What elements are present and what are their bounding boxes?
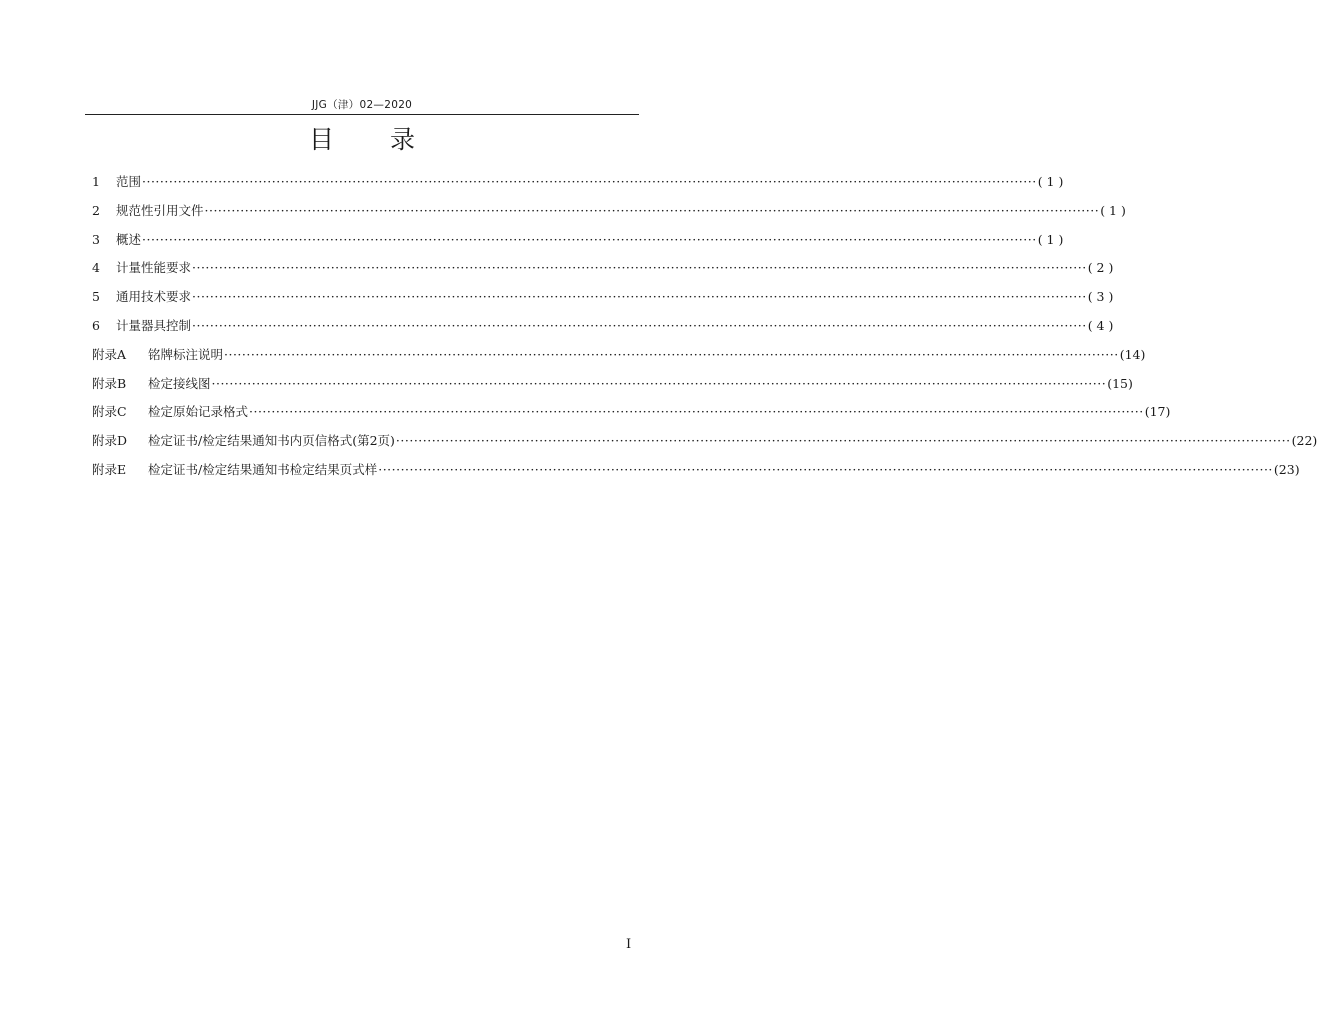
dot-leader: ········································································································································································································ [192, 260, 1087, 276]
toc-entry-title: 通用技术要求 [116, 289, 192, 305]
toc-entry-number: 4 [92, 260, 100, 276]
toc-entry-page: ( 1 ) [1100, 202, 1126, 218]
dot-leader: ········································································································································································································ [224, 346, 1119, 362]
toc-entry[interactable] [92, 197, 1126, 226]
toc-entry[interactable] [92, 456, 1300, 485]
dot-leader: ········································································································································································································ [395, 433, 1291, 449]
toc-entry-number: 附录E [92, 461, 127, 477]
toc-entry[interactable] [92, 370, 1133, 399]
toc-entry[interactable] [92, 226, 1064, 255]
toc-entry-number: 5 [92, 289, 100, 305]
toc-entry-page: (22) [1291, 433, 1317, 449]
toc-entry-number: 3 [92, 231, 100, 247]
toc-entry[interactable] [92, 283, 1114, 312]
running-header: JJG（津）02—2020 [311, 99, 413, 111]
dot-leader: ········································································································································································································ [192, 289, 1087, 305]
toc-entry-title: 检定证书/检定结果通知书内页信格式(第2页) [148, 433, 395, 449]
toc-entry-page: (23) [1273, 461, 1300, 477]
toc-entry-title: 范围 [116, 174, 142, 189]
toc-entry[interactable] [92, 341, 1146, 370]
toc-entry-title: 规范性引用文件 [116, 202, 204, 218]
toc-entry-title: 计量器具控制 [116, 317, 192, 333]
toc-entry-page: ( 3 ) [1087, 289, 1114, 305]
toc-entry-number: 附录A [92, 346, 127, 362]
toc-entry[interactable] [92, 427, 1317, 456]
toc-entry-number: 2 [92, 202, 100, 218]
toc-entry-page: (17) [1144, 404, 1171, 420]
toc-entry-number: 附录D [92, 433, 128, 449]
table-of-contents [92, 168, 1317, 485]
dot-leader: ········································································································································································································ [378, 461, 1273, 477]
toc-entry-title: 检定原始记录格式 [148, 404, 249, 420]
toc-entry-page: ( 1 ) [1037, 174, 1064, 189]
toc-entry-number: 6 [92, 317, 100, 333]
dot-leader: ········································································································································································································ [211, 375, 1107, 391]
toc-entry-title: 计量性能要求 [116, 260, 192, 276]
toc-entry[interactable] [92, 254, 1114, 283]
dot-leader: ········································································································································································································ [142, 174, 1037, 189]
toc-entry-page: ( 4 ) [1087, 317, 1114, 333]
page-title: 目录 [308, 125, 471, 154]
toc-entry-title: 概述 [116, 231, 142, 247]
toc-entry-title: 检定接线图 [148, 375, 211, 391]
toc-entry-title: 铭牌标注说明 [148, 346, 224, 362]
toc-entry-number: 附录C [92, 404, 127, 420]
toc-entry-number: 附录B [92, 375, 127, 391]
dot-leader: ········································································································································································································ [192, 317, 1087, 333]
toc-entry-page: ( 1 ) [1037, 231, 1064, 247]
dot-leader: ········································································································································································································ [249, 404, 1144, 420]
page-number: I [626, 937, 632, 952]
toc-entry-number: 1 [92, 174, 100, 189]
toc-entry-title: 检定证书/检定结果通知书检定结果页式样 [148, 461, 378, 477]
toc-entry-page: (14) [1119, 346, 1146, 362]
toc-entry[interactable] [92, 398, 1171, 427]
dot-leader: ········································································································································································································ [204, 202, 1100, 218]
dot-leader: ········································································································································································································ [142, 231, 1037, 247]
toc-entry[interactable] [92, 168, 1064, 197]
header-rule [85, 114, 639, 115]
toc-entry[interactable] [92, 312, 1114, 341]
toc-entry-page: (15) [1107, 375, 1133, 391]
toc-entry-page: ( 2 ) [1087, 260, 1114, 276]
